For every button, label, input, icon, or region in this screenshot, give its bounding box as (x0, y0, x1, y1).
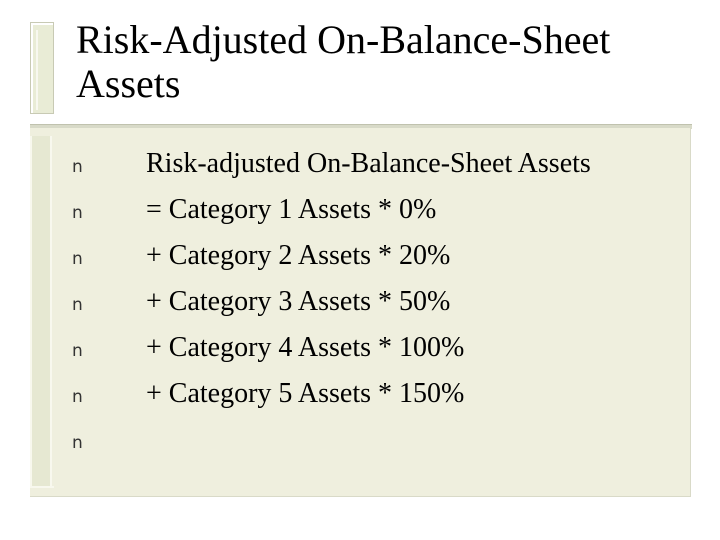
bullet-icon: n (72, 433, 83, 453)
panel-decoration-bar (30, 136, 52, 486)
bullet-text: + Category 4 Assets * 100% (146, 332, 465, 363)
bullet-icon: n (72, 203, 83, 223)
bullet-icon: n (72, 341, 83, 361)
bullet-icon: n (72, 249, 83, 269)
bullet-icon: n (72, 295, 83, 315)
panel-decoration-foot (30, 486, 54, 488)
bullet-text: + Category 3 Assets * 50% (146, 286, 451, 317)
bullet-text: = Category 1 Assets * 0% (146, 194, 437, 225)
bullet-text: + Category 2 Assets * 20% (146, 240, 451, 271)
title-decoration-highlight (36, 30, 50, 110)
bullet-icon: n (72, 387, 83, 407)
slide-title: Risk-Adjusted On-Balance-Sheet Assets (76, 17, 611, 106)
bullet-text: + Category 5 Assets * 150% (146, 378, 465, 409)
bullet-icon: n (72, 157, 83, 177)
bullet-text: Risk-adjusted On-Balance-Sheet Assets (146, 148, 591, 179)
